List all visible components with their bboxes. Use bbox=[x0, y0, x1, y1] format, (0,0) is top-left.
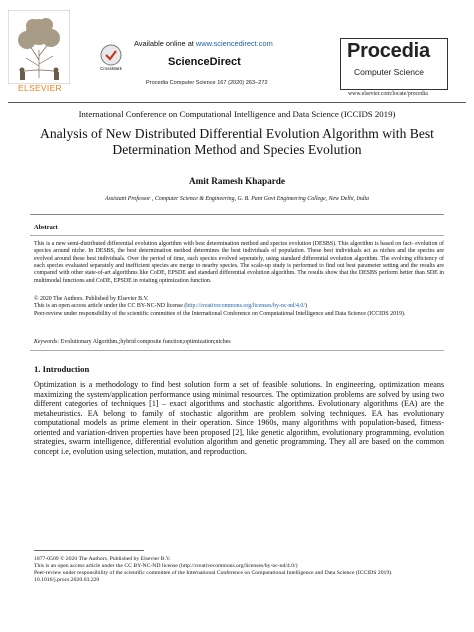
elsevier-tree-logo-icon bbox=[8, 10, 70, 84]
copyright-line: © 2020 The Authors. Published by Elsevier B.V. bbox=[34, 296, 149, 302]
available-online-text: Available online at bbox=[134, 39, 196, 48]
footer-peer-review: Peer-review under responsibility of the scientific committee of the International Conference on Computational Intelligence and Data Science (ICCIDS 2019). bbox=[34, 569, 393, 576]
keywords-divider bbox=[30, 350, 444, 351]
journal-name: Procedia bbox=[347, 40, 430, 62]
abstract-text bbox=[34, 241, 444, 285]
author-name: Amit Ramesh Khaparde bbox=[189, 176, 285, 186]
available-online-line bbox=[134, 39, 273, 48]
open-access-suffix: ) bbox=[304, 303, 307, 310]
crossmark-label: CrossMark bbox=[100, 66, 122, 71]
keywords-label: Keywords: bbox=[34, 339, 60, 345]
copyright-block bbox=[34, 296, 444, 318]
title-divider bbox=[30, 214, 444, 215]
open-access-prefix: This is an open access article under the CC BY-NC-ND license ( bbox=[34, 303, 187, 310]
doi-link[interactable]: 10.1016/j.procs.2020.03.220 bbox=[34, 576, 100, 583]
license-link[interactable]: http://creativecommons.org/licenses/by-nc-nd/4.0/ bbox=[186, 303, 305, 310]
paper-title: Analysis of New Distributed Differential Evolution Algorithm with Best Determination Method and Species Evolution bbox=[40, 126, 434, 157]
intro-heading: 1. Introduction bbox=[34, 364, 90, 374]
author-affiliation: Assistant Professor , Computer Science & Engineering, G. B. Pant Govt Engineering College, New Delhi, India bbox=[104, 196, 369, 202]
sciencedirect-link[interactable]: www.sciencedirect.com bbox=[195, 39, 273, 48]
intro-paragraph: Optimization is a methodology to find best solution form a set of feasible solutions. In engineering, optimization means maximizing the system/application performance using minimal resources. The optimization problems are solved by using two different categories of techniques [1] – exact algorithms and stochastic algorithms. Evolutionary algorithms (EA) are the metaheuristics. EA belong to family of stochastic algorithm are problem solving techniques. EA has evolutionary computational models as prime element in their operation. Since 1960s, many algorithms with population-based, fitness-oriented and variation-driven properties have been proposed [2], like genetic algorithm, evolutionary programming, evolution strategies, swarm intelligence, differential evolution algorithm and genetic programming. They all are based on the common concept i.e, evolution using selection, mutation, and reproduction. bbox=[34, 380, 444, 456]
footer-block bbox=[34, 556, 444, 584]
journal-url-link[interactable]: www.elsevier.com/locate/procedia bbox=[348, 91, 428, 97]
peer-review-line: Peer-review under responsibility of the scientific committee of the International Conference on Computational Intelligence and Data Science (ICCIDS 2019). bbox=[34, 310, 406, 317]
keywords-line bbox=[34, 339, 444, 345]
footer-license-line: This is an open access article under the CC BY-NC-ND license (http://creativecommons.org/licenses/by-nc-nd/4.0/) bbox=[34, 562, 298, 569]
keywords-list: Evolutionary Algorithm,;hybrid composite function;optimization;niches bbox=[59, 339, 231, 345]
publisher-logo-text: ELSEVIER bbox=[18, 83, 62, 93]
intro-text bbox=[34, 380, 444, 456]
abstract-divider bbox=[30, 235, 444, 236]
abstract-paragraph: This is a new semi-distributed differential evolution algorithm with best determination method and species evolution (DESBS). This algorithm is based on fact- evolution of species around niche. In DESBS, the best determination method determines the best individuals of population. These best individuals act as niches and the species are evolved around these best individuals. Over the period of time, each species evolved seperately, using standard differential evolution algorithm. The evolving efficiency of each species evaluated separately and inefficient species are merge to nearby species. The scale-up study is performed to find out best parameter setting and the results are compared with other state-of-art algorithms like CoDE, EPSDE and standard differential evolution algorithm. The results show that the DESBS perform better than SDE in multimodal functions and CoDE, EPSDE in rotating optimization function. bbox=[34, 241, 444, 284]
issn-line: 1877-0509 © 2020 The Authors. Published by Elsevier B.V. bbox=[34, 556, 171, 562]
header-divider bbox=[8, 102, 466, 103]
journal-subtitle: Computer Science bbox=[354, 67, 424, 77]
abstract-heading: Abstract bbox=[34, 224, 58, 231]
conference-name: International Conference on Computational Intelligence and Data Science (ICCIDS 2019) bbox=[78, 109, 396, 119]
journal-reference: Procedia Computer Science 167 (2020) 263–272 bbox=[146, 80, 268, 86]
footer-divider bbox=[34, 550, 144, 551]
open-access-line bbox=[34, 303, 444, 310]
platform-name: ScienceDirect bbox=[168, 56, 241, 68]
